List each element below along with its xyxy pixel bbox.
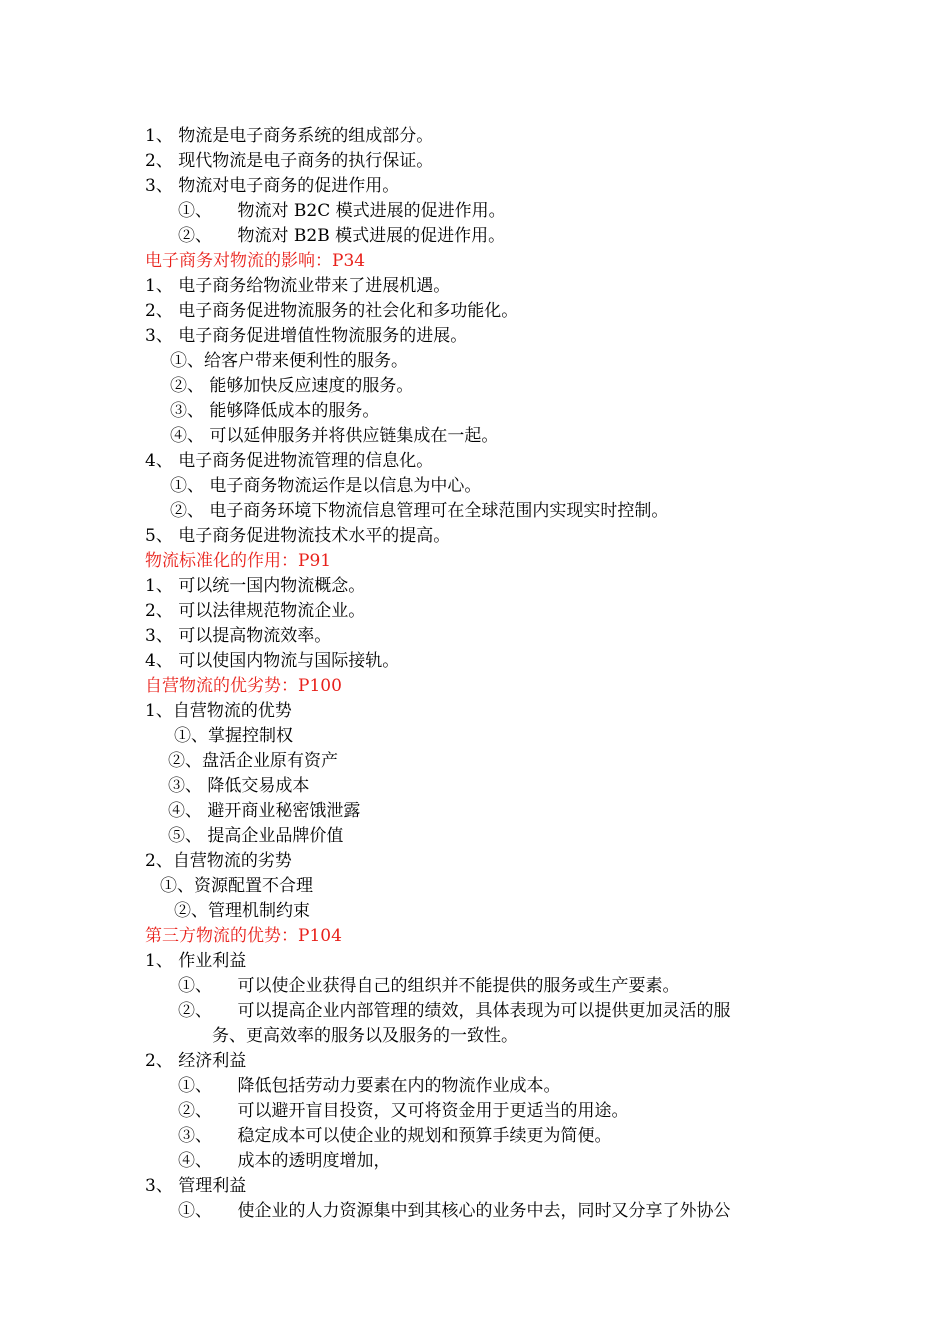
sub-list-item: ①、 可以使企业获得自己的组织并不能提供的服务或生产要素。 bbox=[178, 976, 680, 996]
sub-list-item: ⑤、 提高企业品牌价值 bbox=[168, 826, 344, 846]
list-item: 1、 可以统一国内物流概念。 bbox=[145, 576, 366, 596]
sub-list-item: ③、 能够降低成本的服务。 bbox=[170, 401, 380, 421]
list-item: 5、 电子商务促进物流技术水平的提高。 bbox=[145, 526, 451, 546]
sub-list-item: ②、 可以避开盲目投资，又可将资金用于更适当的用途。 bbox=[178, 1101, 629, 1121]
list-item: 1、 电子商务给物流业带来了进展机遇。 bbox=[145, 276, 451, 296]
sub-list-item: ①、 使企业的人力资源集中到其核心的业务中去，同时又分享了外协公 bbox=[178, 1201, 731, 1221]
list-item: 4、 可以使国内物流与国际接轨。 bbox=[145, 651, 400, 671]
list-item: 1、自营物流的优势 bbox=[145, 701, 292, 721]
list-item: 4、 电子商务促进物流管理的信息化。 bbox=[145, 451, 434, 471]
sub-list-item: ②、管理机制约束 bbox=[174, 901, 310, 921]
list-item: 2、 现代物流是电子商务的执行保证。 bbox=[145, 151, 434, 171]
sub-list-item: ④、 避开商业秘密饿泄露 bbox=[168, 801, 361, 821]
sub-list-item: ④、 成本的透明度增加， bbox=[178, 1151, 391, 1171]
sub-list-item: ①、 电子商务物流运作是以信息为中心。 bbox=[170, 476, 482, 496]
list-item: 3、 电子商务促进增值性物流服务的进展。 bbox=[145, 326, 468, 346]
section-heading: 自营物流的优劣势：P100 bbox=[145, 676, 342, 696]
sub-list-item: ②、 电子商务环境下物流信息管理可在全球范围内实现实时控制。 bbox=[170, 501, 669, 521]
section-heading: 物流标准化的作用：P91 bbox=[145, 551, 332, 571]
sub-list-item: ②、 可以提高企业内部管理的绩效，具体表现为可以提供更加灵活的服 bbox=[178, 1001, 731, 1021]
sub-list-item: ③、 稳定成本可以使企业的规划和预算手续更为简便。 bbox=[178, 1126, 612, 1146]
list-item: 2、 电子商务促进物流服务的社会化和多功能化。 bbox=[145, 301, 519, 321]
list-item: 3、 管理利益 bbox=[145, 1176, 247, 1196]
sub-list-item: ①、给客户带来便利性的服务。 bbox=[170, 351, 408, 371]
sub-list-item: ②、 物流对 B2B 模式进展的促进作用。 bbox=[178, 226, 506, 246]
continuation-line: 务、更高效率的服务以及服务的一致性。 bbox=[212, 1026, 518, 1046]
section-heading: 电子商务对物流的影响：P34 bbox=[145, 251, 366, 271]
list-item: 3、 可以提高物流效率。 bbox=[145, 626, 332, 646]
list-item: 1、 物流是电子商务系统的组成部分。 bbox=[145, 126, 434, 146]
sub-list-item: ①、掌握控制权 bbox=[174, 726, 293, 746]
sub-list-item: ①、资源配置不合理 bbox=[160, 876, 313, 896]
section-heading: 第三方物流的优势：P104 bbox=[145, 926, 342, 946]
sub-list-item: ④、 可以延伸服务并将供应链集成在一起。 bbox=[170, 426, 499, 446]
sub-list-item: ①、 物流对 B2C 模式进展的促进作用。 bbox=[178, 201, 506, 221]
list-item: 1、 作业利益 bbox=[145, 951, 247, 971]
list-item: 3、 物流对电子商务的促进作用。 bbox=[145, 176, 400, 196]
list-item: 2、 经济利益 bbox=[145, 1051, 247, 1071]
sub-list-item: ②、 能够加快反应速度的服务。 bbox=[170, 376, 414, 396]
sub-list-item: ③、 降低交易成本 bbox=[168, 776, 310, 796]
sub-list-item: ①、 降低包括劳动力要素在内的物流作业成本。 bbox=[178, 1076, 561, 1096]
sub-list-item: ②、盘活企业原有资产 bbox=[168, 751, 338, 771]
list-item: 2、 可以法律规范物流企业。 bbox=[145, 601, 366, 621]
list-item: 2、自营物流的劣势 bbox=[145, 851, 292, 871]
